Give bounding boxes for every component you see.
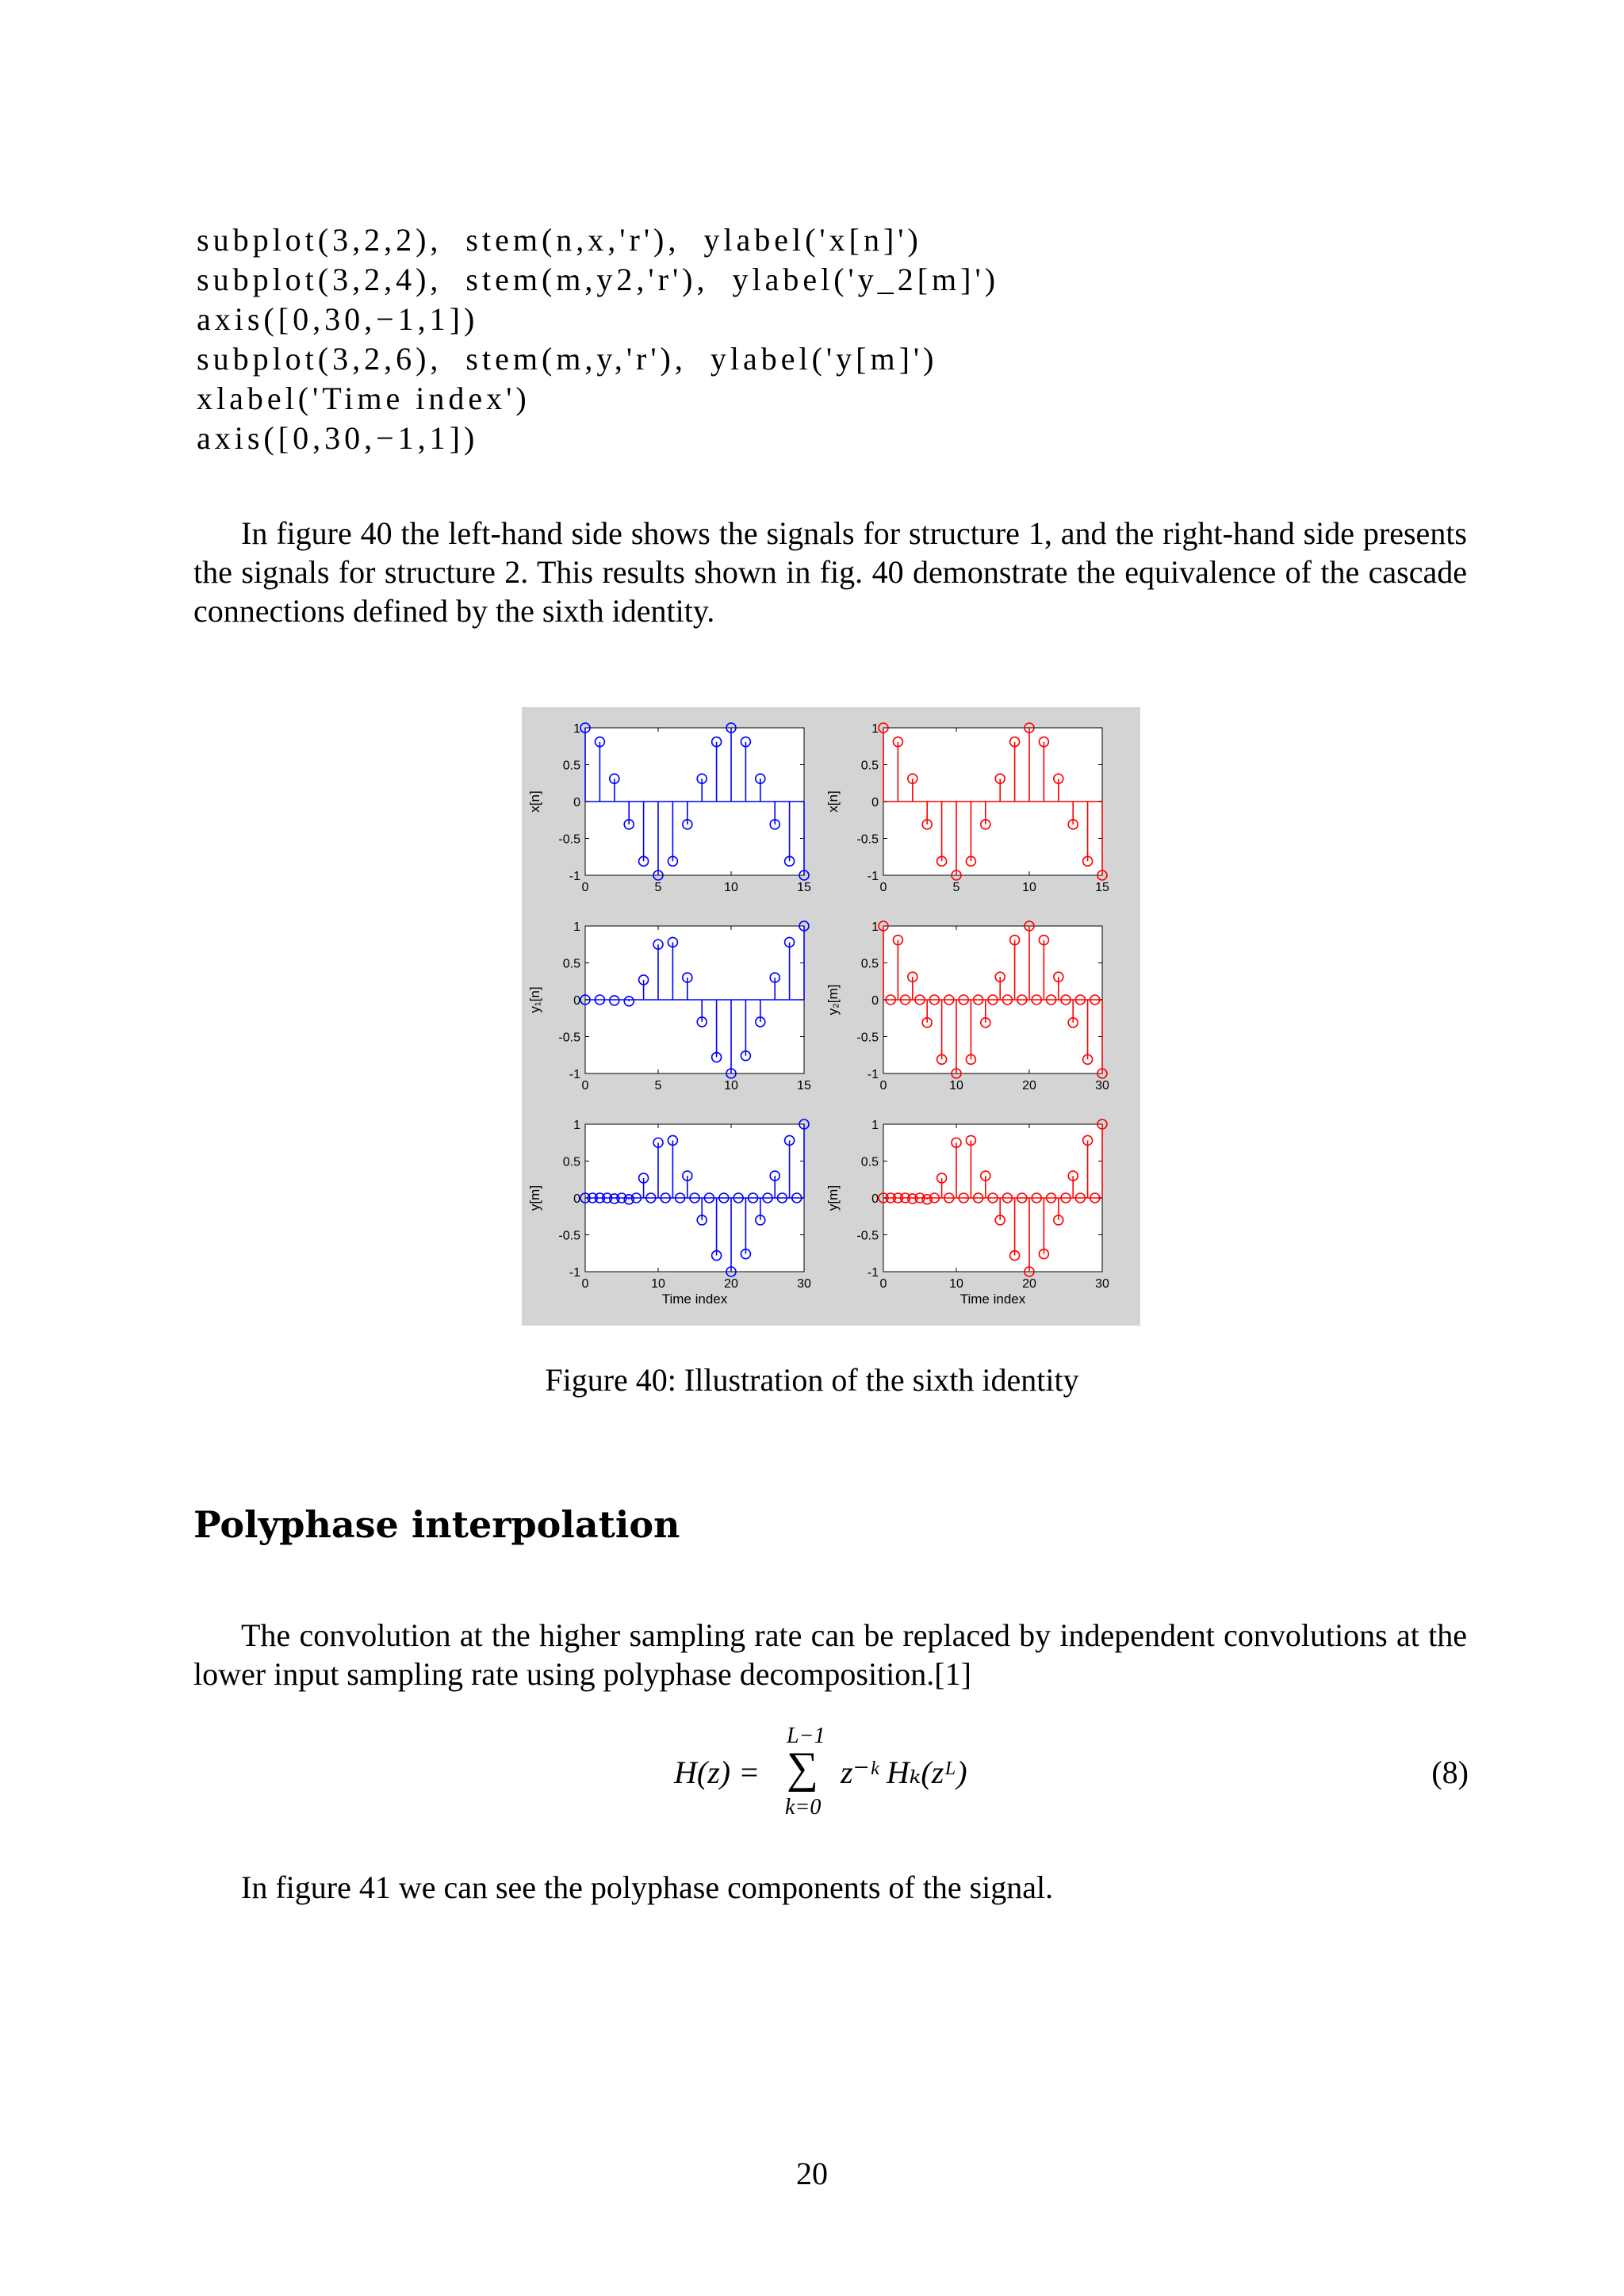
x-tick-label: 0 — [581, 1079, 589, 1093]
y-tick-label: -1 — [867, 1266, 879, 1280]
x-tick-label: 15 — [797, 881, 811, 894]
y-tick-label: 0.5 — [860, 957, 879, 971]
x-axis-label: Time index — [959, 1292, 1026, 1307]
paragraph-polyphase-components: In figure 41 we can see the polyphase components of the signal. — [241, 1869, 1054, 1905]
y-tick-label: 0.5 — [562, 1155, 580, 1169]
x-tick-label: 30 — [1095, 1277, 1109, 1291]
x-tick-label: 30 — [1095, 1079, 1109, 1093]
y-tick-label: -1 — [569, 1068, 580, 1081]
x-tick-label: 0 — [879, 1079, 887, 1093]
section-heading: Polyphase interpolation — [193, 1503, 680, 1546]
y-axis-label: y₂[m] — [825, 984, 841, 1016]
stem-plot-bottom-right — [825, 1119, 1109, 1307]
x-tick-label: 0 — [879, 881, 887, 894]
y-axis-label: x[n] — [527, 790, 542, 813]
y-axis-label: y₁[n] — [527, 986, 542, 1013]
x-tick-label: 20 — [1022, 1277, 1036, 1291]
stem-plot-middle-right — [825, 920, 1109, 1093]
x-tick-label: 10 — [949, 1079, 963, 1093]
code-line: subplot(3,2,2), stem(n,x,'r'), ylabel('x[n]') — [197, 222, 922, 258]
x-tick-label: 0 — [879, 1277, 887, 1291]
x-tick-label: 0 — [581, 881, 589, 894]
stem-plot-top-right — [825, 722, 1109, 894]
x-tick-label: 15 — [1095, 881, 1109, 894]
equation-rhs: z⁻ᵏ Hₖ(zᴸ) — [841, 1755, 967, 1790]
paragraph-polyphase: The convolution at the higher sampling rate can be replaced by independent convolutions at the lower input sampling rate using polyphase decomposition.[1] — [193, 1617, 1467, 1692]
x-tick-label: 30 — [797, 1277, 811, 1291]
x-tick-label: 10 — [949, 1277, 963, 1291]
sum-upper-limit: L−1 — [787, 1724, 825, 1748]
y-tick-label: 0 — [871, 994, 879, 1008]
y-tick-label: 0 — [573, 994, 580, 1008]
stem-plot-top-left — [527, 722, 811, 894]
code-line: subplot(3,2,6), stem(m,y,'r'), ylabel('y[m]') — [197, 341, 938, 377]
y-tick-label: -0.5 — [558, 832, 580, 847]
y-tick-label: 0 — [871, 796, 879, 809]
x-tick-label: 5 — [654, 1079, 662, 1093]
y-tick-label: -1 — [569, 870, 580, 883]
code-line: axis([0,30,−1,1]) — [197, 301, 479, 337]
y-tick-label: -0.5 — [856, 1031, 879, 1045]
y-tick-label: -1 — [569, 1266, 580, 1280]
matlab-code-block — [197, 220, 999, 458]
y-tick-label: 0.5 — [562, 759, 580, 773]
y-tick-label: -0.5 — [558, 1031, 580, 1045]
sum-symbol: ∑ — [787, 1743, 818, 1793]
y-tick-label: 1 — [871, 920, 879, 934]
x-tick-label: 10 — [724, 881, 738, 894]
y-tick-label: 0 — [573, 1192, 580, 1206]
y-axis-label: x[n] — [825, 790, 841, 813]
y-tick-label: 0.5 — [562, 957, 580, 971]
y-axis-label: y[m] — [527, 1184, 542, 1211]
x-tick-label: 20 — [1022, 1079, 1036, 1093]
y-tick-label: 0.5 — [860, 759, 879, 773]
stem-plot-middle-left — [527, 920, 811, 1093]
equation-number: (8) — [1431, 1755, 1469, 1790]
y-tick-label: 1 — [871, 1119, 879, 1132]
code-line: xlabel('Time index') — [197, 381, 530, 416]
y-tick-label: 0 — [871, 1192, 879, 1206]
paragraph-figure-description: In figure 40 the left-hand side shows the signals for structure 1, and the right-hand side presents the signals for structure 2. This results shown in fig. 40 demonstrate the equivalence of the cascade connections defined by the sixth identity. — [193, 515, 1467, 629]
y-tick-label: 1 — [573, 920, 580, 934]
stem-plot-bottom-left — [527, 1119, 811, 1307]
code-line: axis([0,30,−1,1]) — [197, 420, 479, 456]
figure-40 — [522, 707, 1140, 1326]
x-tick-label: 15 — [797, 1079, 811, 1093]
page-number: 20 — [796, 2156, 828, 2191]
y-axis-label: y[m] — [825, 1184, 841, 1211]
y-tick-label: -1 — [867, 870, 879, 883]
x-tick-label: 0 — [581, 1277, 589, 1291]
x-tick-label: 5 — [654, 881, 662, 894]
x-tick-label: 20 — [724, 1277, 738, 1291]
y-tick-label: 1 — [573, 1119, 580, 1132]
x-tick-label: 10 — [724, 1079, 738, 1093]
x-axis-label: Time index — [661, 1292, 728, 1307]
y-tick-label: -1 — [867, 1068, 879, 1081]
y-tick-label: 1 — [871, 722, 879, 736]
sum-lower-limit: k=0 — [785, 1795, 822, 1820]
y-tick-label: 1 — [573, 722, 580, 736]
equation-lhs: H(z) = — [674, 1755, 760, 1790]
y-tick-label: -0.5 — [856, 1229, 879, 1243]
y-tick-label: -0.5 — [856, 832, 879, 847]
x-tick-label: 5 — [952, 881, 960, 894]
figure-caption: Figure 40: Illustration of the sixth identity — [545, 1362, 1079, 1398]
x-tick-label: 10 — [651, 1277, 665, 1291]
y-tick-label: -0.5 — [558, 1229, 580, 1243]
code-line: subplot(3,2,4), stem(m,y2,'r'), ylabel('y_2[m]') — [197, 262, 1000, 297]
y-tick-label: 0 — [573, 796, 580, 809]
y-tick-label: 0.5 — [860, 1155, 879, 1169]
x-tick-label: 10 — [1022, 881, 1036, 894]
